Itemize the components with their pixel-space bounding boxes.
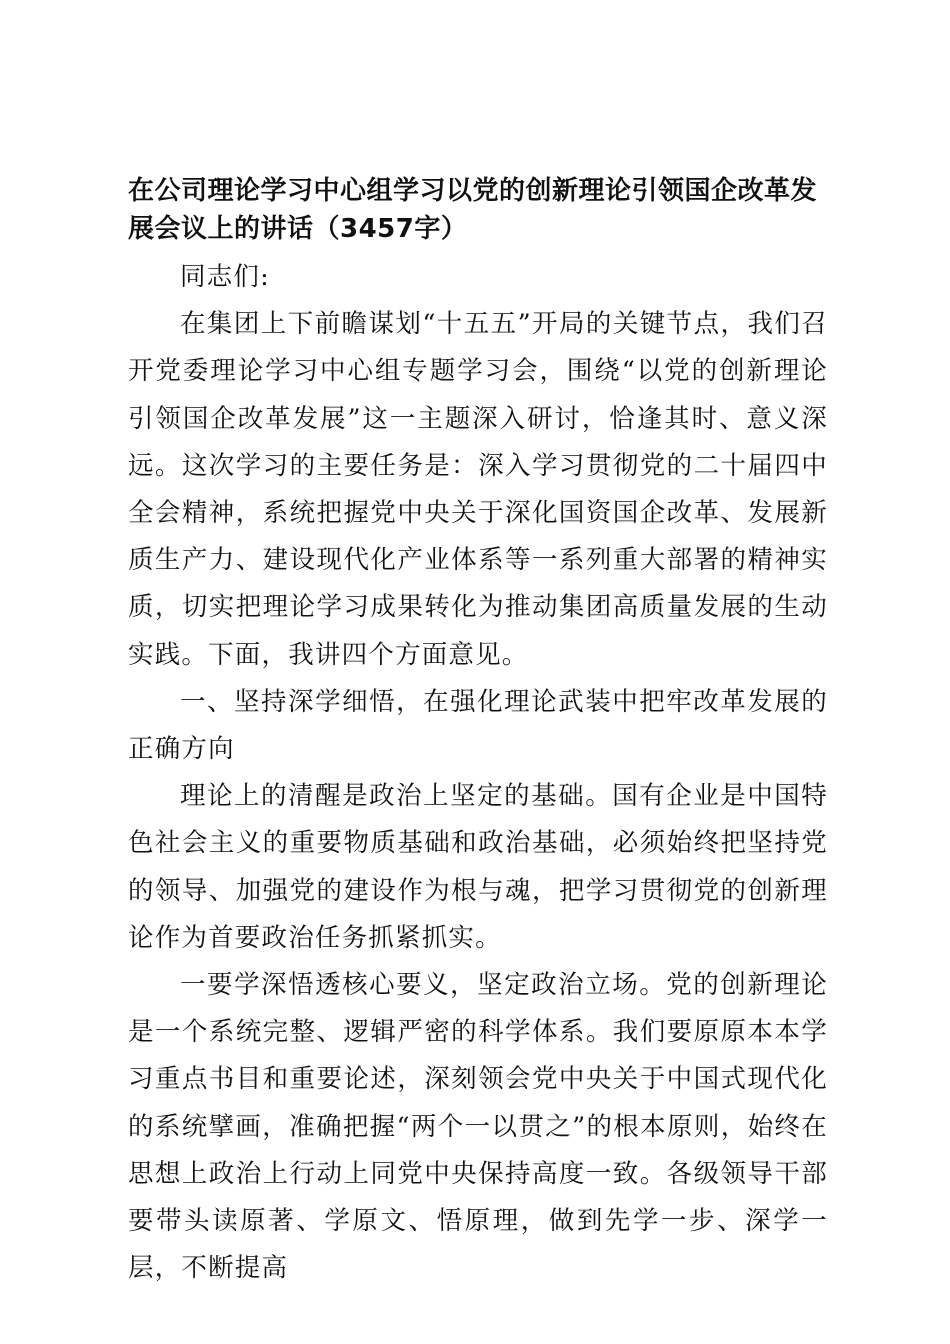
document-title: 在公司理论学习中心组学习以党的创新理论引领国企改革发展会议上的讲话（3457字） [128, 176, 818, 244]
document-body [128, 172, 828, 1292]
greeting: 同志们: [180, 262, 270, 292]
paragraph-section-1-point-1: 一要学深悟透核心要义，坚定政治立场。党的创新理论是一个系统完整、逻辑严密的科学体系。我们要原原本本学习重点书目和重要论述，深刻领会党中央关于中国式现代化的系统擘画，准确把握“两个一以贯之”的根本原则，始终在思想上政治上行动上同党中央保持高度一致。各级领导干部要带头读原著、学原文、悟原理，做到先学一步、深学一层，不断提高 [128, 970, 828, 1284]
section-heading-1: 一、坚持深学细悟，在强化理论武装中把牢改革发展的正确方向 [128, 686, 828, 765]
paragraph-section-1-intro: 理论上的清醒是政治上坚定的基础。国有企业是中国特色社会主义的重要物质基础和政治基础，必须始终把坚持党的领导、加强党的建设作为根与魂，把学习贯彻党的创新理论作为首要政治任务抓紧抓实。 [128, 781, 828, 953]
paragraph-intro: 在集团上下前瞻谋划“十五五”开局的关键节点，我们召开党委理论学习中心组专题学习会，围绕“以党的创新理论引领国企改革发展”这一主题深入研讨，恰逢其时、意义深远。这次学习的主要任务是：深入学习贯彻党的二十届四中全会精神，系统把握党中央关于深化国资国企改革、发展新质生产力、建设现代化产业体系等一系列重大部署的精神实质，切实把理论学习成果转化为推动集团高质量发展的生动实践。下面，我讲四个方面意见。 [128, 309, 828, 670]
